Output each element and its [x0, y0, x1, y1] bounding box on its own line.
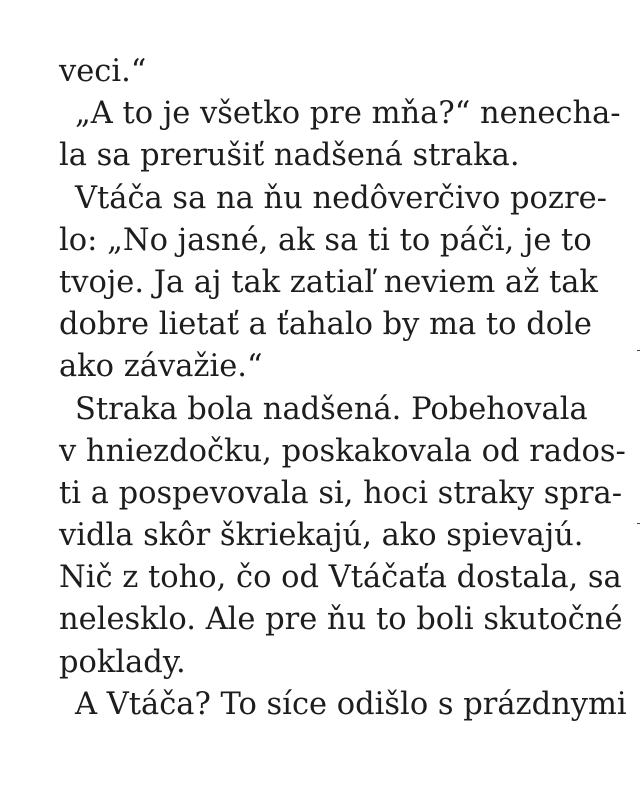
text-line: v hniezdočku, poskakovala od rados- [59, 433, 626, 469]
text-line: A Vtáča? To síce odišlo s prázdnymi [75, 686, 627, 722]
text-line: ako závažie.“ [59, 349, 263, 385]
text-line: lo: „No jasné, ak sa ti to páči, je to [59, 222, 592, 258]
text-line: tvoje. Ja aj tak zatiaľ neviem až tak [59, 264, 598, 300]
text-line: Straka bola nadšená. Pobehovala [75, 391, 588, 427]
page-text [59, 51, 627, 726]
text-line: Vtáča sa na ňu nedôverčivo pozre- [75, 180, 607, 216]
text-line: dobre lietať a ťahalo by ma to dole [59, 307, 592, 343]
text-line: ti a pospevovala si, hoci straky spra- [59, 475, 622, 511]
text-line: „A to je všetko pre mňa?“ nenecha- [75, 96, 621, 132]
text-line: poklady. [59, 644, 186, 680]
text-line: vidla skôr škriekajú, ako spievajú. [59, 518, 584, 554]
text-line: Nič z toho, čo od Vtáčaťa dostala, sa [59, 560, 622, 596]
text-line: veci.“ [59, 54, 147, 89]
text-line: nelesklo. Ale pre ňu to boli skutočné [59, 602, 623, 638]
text-line: la sa prerušiť nadšená straka. [59, 138, 520, 174]
